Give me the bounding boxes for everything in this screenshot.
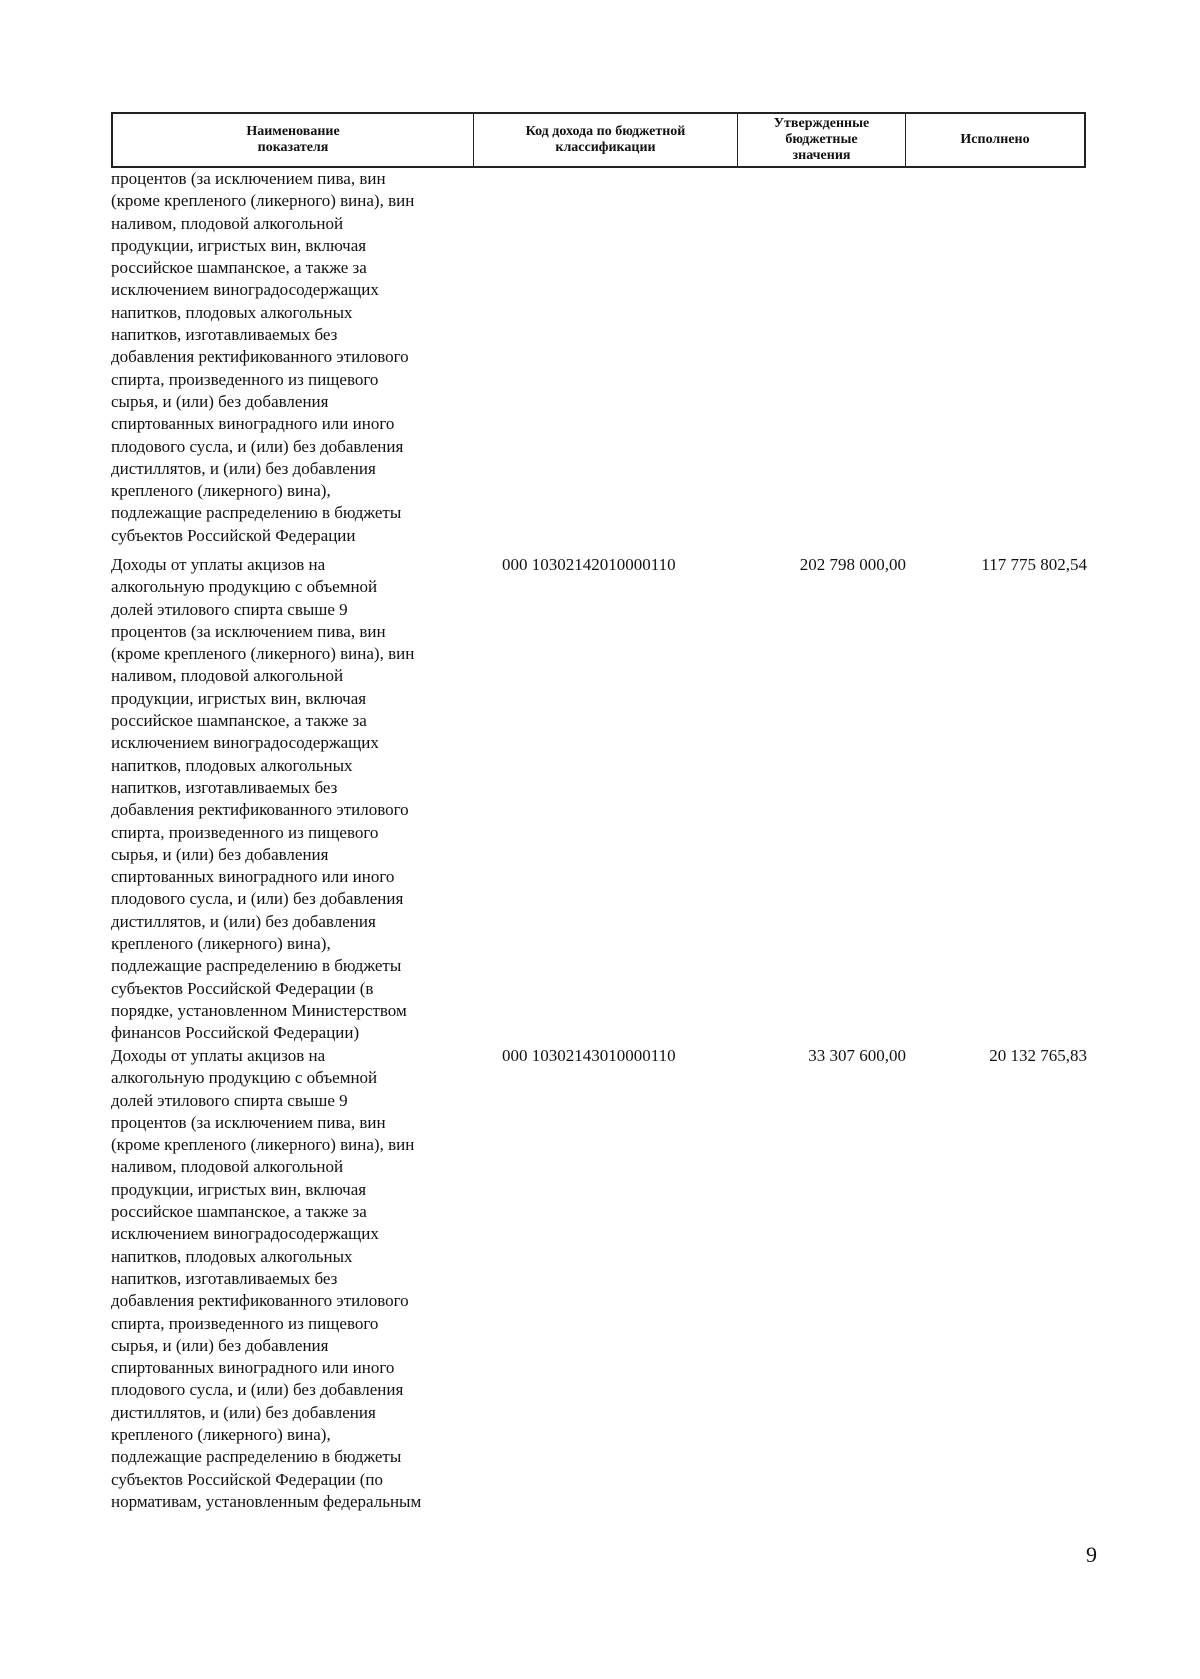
- indicator-name-line: спиртованных виноградного или иного: [111, 414, 395, 434]
- indicator-name-line: продукции, игристых вин, включая: [111, 688, 367, 708]
- row-2-indicator-name: [111, 554, 471, 1045]
- indicator-name-line: дистиллятов, и (или) без добавления: [111, 911, 376, 931]
- indicator-name-line: процентов (за исключением пива, вин: [111, 169, 386, 188]
- indicator-name-line: финансов Российской Федерации): [111, 1023, 360, 1043]
- indicator-name-line: исключением виноградосодержащих: [111, 733, 379, 753]
- indicator-name-line: (кроме крепленого (ликерного) вина), вин: [111, 191, 415, 211]
- indicator-name-line: наливом, плодовой алкогольной: [111, 213, 344, 233]
- row-2-executed-value: 117 775 802,54: [981, 555, 1087, 574]
- indicator-name-line: исключением виноградосодержащих: [111, 280, 379, 300]
- indicator-name-line: напитков, плодовых алкогольных: [111, 755, 353, 775]
- indicator-name-line: продукции, игристых вин, включая: [111, 235, 367, 255]
- row-1-indicator-name: [111, 168, 471, 547]
- page-number: 9: [1086, 1542, 1097, 1567]
- indicator-name-line: алкогольную продукцию с объемной: [111, 577, 378, 597]
- indicator-name-line: процентов (за исключением пива, вин: [111, 1112, 386, 1132]
- indicator-name-line: сырья, и (или) без добавления: [111, 391, 329, 411]
- indicator-name-line: подлежащие распределению в бюджеты: [111, 956, 402, 976]
- indicator-name-line: добавления ректификованного этилового: [111, 1291, 409, 1311]
- indicator-name-line: российское шампанское, а также за: [111, 258, 367, 278]
- indicator-name-line: субъектов Российской Федерации (по: [111, 1469, 383, 1489]
- header-approved-values: Утвержденные бюджетные значения: [738, 114, 906, 166]
- indicator-name-line: алкогольную продукцию с объемной: [111, 1068, 378, 1088]
- indicator-name-line: дистиллятов, и (или) без добавления: [111, 458, 376, 478]
- indicator-name-line: напитков, плодовых алкогольных: [111, 302, 353, 322]
- indicator-name-line: субъектов Российской Федерации: [111, 525, 356, 545]
- indicator-name-line: крепленого (ликерного) вина),: [111, 1425, 331, 1445]
- indicator-name-line: долей этилового спирта свыше 9: [111, 1090, 348, 1110]
- indicator-name-line: добавления ректификованного этилового: [111, 347, 409, 367]
- indicator-name-line: сырья, и (или) без добавления: [111, 844, 329, 864]
- indicator-name-line: дистиллятов, и (или) без добавления: [111, 1402, 376, 1422]
- row-3-indicator-name: [111, 1045, 471, 1513]
- header-indicator-name: Наименование показателя: [113, 114, 474, 166]
- indicator-name-line: подлежащие распределению в бюджеты: [111, 503, 402, 523]
- indicator-name-line: плодового сусла, и (или) без добавления: [111, 1380, 404, 1400]
- indicator-name-line: напитков, плодовых алкогольных: [111, 1246, 353, 1266]
- indicator-name-line: нормативам, установленным федеральным: [111, 1491, 422, 1511]
- indicator-name-line: спиртованных виноградного или иного: [111, 867, 395, 887]
- indicator-name-line: напитков, изготавливаемых без: [111, 1268, 338, 1288]
- indicator-name-line: спирта, произведенного из пищевого: [111, 822, 379, 842]
- indicator-name-line: порядке, установленном Министерством: [111, 1000, 407, 1020]
- row-3-income-code: 000 10302143010000110: [502, 1046, 676, 1065]
- indicator-name-line: сырья, и (или) без добавления: [111, 1335, 329, 1355]
- indicator-name-line: наливом, плодовой алкогольной: [111, 1157, 344, 1177]
- row-3-approved-value: 33 307 600,00: [808, 1046, 906, 1065]
- indicator-name-line: плодового сусла, и (или) без добавления: [111, 436, 404, 456]
- indicator-name-line: субъектов Российской Федерации (в: [111, 978, 374, 998]
- indicator-name-line: напитков, изготавливаемых без: [111, 777, 338, 797]
- indicator-name-line: российское шампанское, а также за: [111, 1202, 367, 1222]
- row-3-executed-value: 20 132 765,83: [989, 1046, 1087, 1065]
- indicator-name-line: крепленого (ликерного) вина),: [111, 481, 331, 501]
- indicator-name-line: Доходы от уплаты акцизов на: [111, 555, 326, 574]
- row-2-approved-value: 202 798 000,00: [799, 555, 906, 574]
- indicator-name-line: плодового сусла, и (или) без добавления: [111, 889, 404, 909]
- indicator-name-line: добавления ректификованного этилового: [111, 800, 409, 820]
- table-header: [111, 112, 1086, 168]
- indicator-name-line: спирта, произведенного из пищевого: [111, 1313, 379, 1333]
- indicator-name-line: долей этилового спирта свыше 9: [111, 599, 348, 619]
- indicator-name-line: (кроме крепленого (ликерного) вина), вин: [111, 1135, 415, 1155]
- indicator-name-line: исключением виноградосодержащих: [111, 1224, 379, 1244]
- indicator-name-line: (кроме крепленого (ликерного) вина), вин: [111, 644, 415, 664]
- indicator-name-line: процентов (за исключением пива, вин: [111, 621, 386, 641]
- indicator-name-line: подлежащие распределению в бюджеты: [111, 1447, 402, 1467]
- header-income-code: Код дохода по бюджетной классификации: [474, 114, 738, 166]
- indicator-name-line: спирта, произведенного из пищевого: [111, 369, 379, 389]
- indicator-name-line: продукции, игристых вин, включая: [111, 1179, 367, 1199]
- indicator-name-line: наливом, плодовой алкогольной: [111, 666, 344, 686]
- indicator-name-line: спиртованных виноградного или иного: [111, 1358, 395, 1378]
- indicator-name-line: напитков, изготавливаемых без: [111, 325, 338, 345]
- indicator-name-line: крепленого (ликерного) вина),: [111, 934, 331, 954]
- indicator-name-line: Доходы от уплаты акцизов на: [111, 1046, 326, 1065]
- row-2-income-code: 000 10302142010000110: [502, 555, 676, 574]
- indicator-name-line: российское шампанское, а также за: [111, 711, 367, 731]
- header-executed: Исполнено: [960, 132, 1030, 147]
